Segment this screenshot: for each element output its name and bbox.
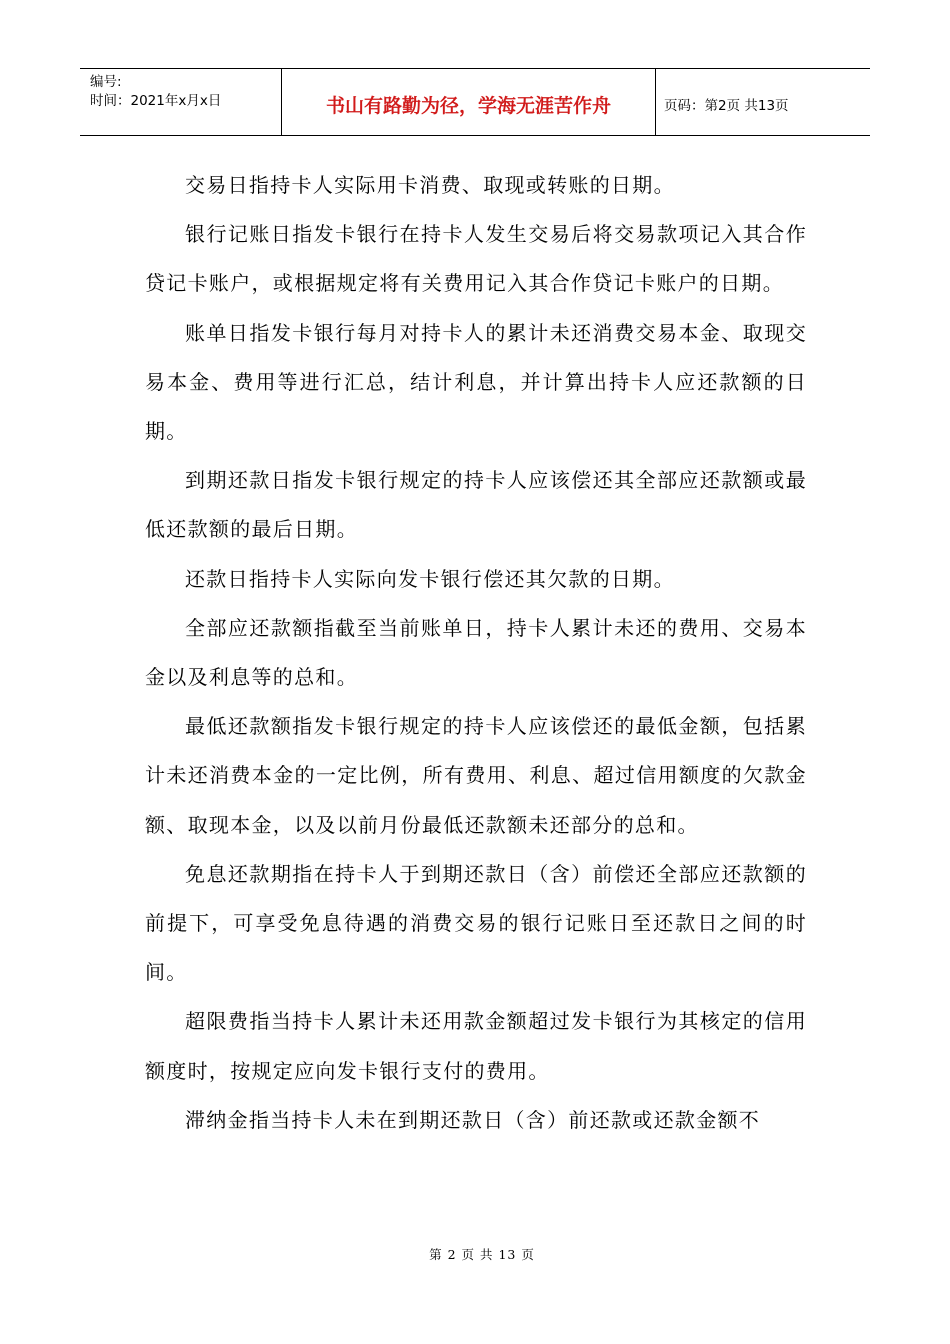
document-time: 时间：2021年x月x日	[90, 93, 222, 109]
header-page-info: 页码：第2页 共13页	[664, 98, 789, 114]
paragraph-interest-free-period: 免息还款期指在持卡人于到期还款日（含）前偿还全部应还款额的前提下，可享受免息待遇的消费交易的银行记账日至还款日之间的时间。	[145, 861, 807, 985]
paragraph-repayment-date: 还款日指持卡人实际向发卡银行偿还其欠款的日期。	[185, 566, 675, 591]
paragraph-posting-date: 银行记账日指发卡银行在持卡人发生交易后将交易款项记入其合作贷记卡账户，或根据规定将有关费用记入其合作贷记卡账户的日期。	[145, 222, 807, 296]
paragraph-late-fee: 滞纳金指当持卡人未在到期还款日（含）前还款或还款金额不	[185, 1107, 761, 1132]
paragraph-minimum-payment: 最低还款额指发卡银行规定的持卡人应该偿还的最低金额，包括累计未还消费本金的一定比例，所有费用、利息、超过信用额度的欠款金额、取现本金，以及以前月份最低还款额未还部分的总和。	[145, 714, 807, 837]
page-header	[80, 68, 870, 136]
page-footer: 第 2 页 共 13 页	[429, 1247, 535, 1262]
paragraph-transaction-date: 交易日指持卡人实际用卡消费、取现或转账的日期。	[185, 173, 675, 197]
header-meta	[80, 69, 282, 135]
document-number: 编号:	[90, 74, 122, 90]
paragraph-due-date: 到期还款日指发卡银行规定的持卡人应该偿还其全部应还款额或最低还款额的最后日期。	[145, 468, 807, 542]
header-motto: 书山有路勤为径，学海无涯苦作舟	[282, 69, 656, 135]
paragraph-overlimit-fee: 超限费指当持卡人累计未还用款金额超过发卡银行为其核定的信用额度时，按规定应向发卡银行支付的费用。	[145, 1009, 807, 1083]
paragraph-statement-date: 账单日指发卡银行每月对持卡人的累计未还消费交易本金、取现交易本金、费用等进行汇总，结计利息，并计算出持卡人应还款额的日期。	[145, 320, 807, 444]
paragraph-full-amount: 全部应还款额指截至当前账单日，持卡人累计未还的费用、交易本金以及利息等的总和。	[145, 615, 807, 690]
document-body	[145, 161, 807, 1145]
